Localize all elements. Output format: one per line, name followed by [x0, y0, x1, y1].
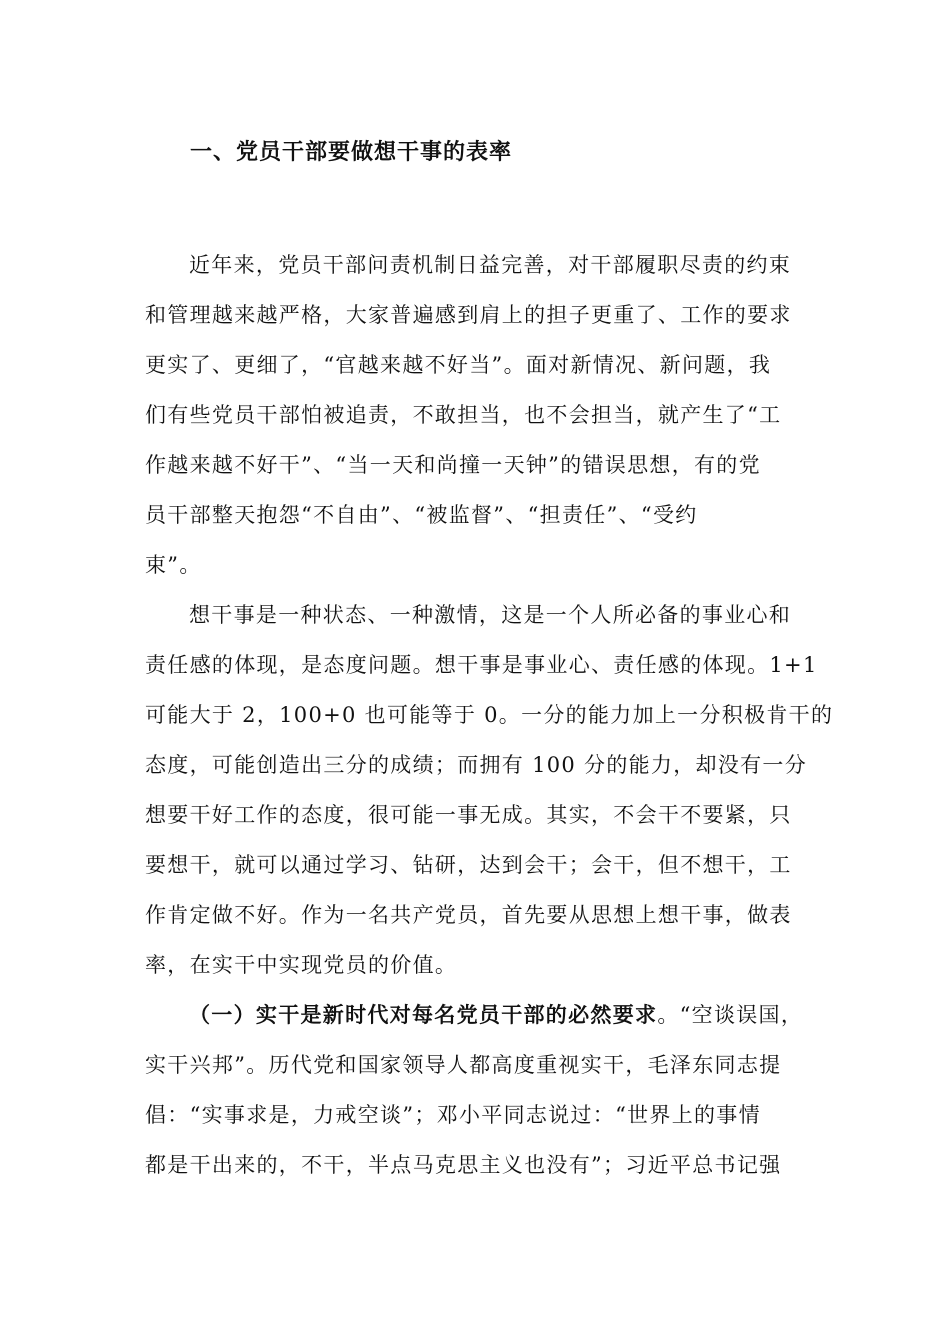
paragraph-3-line: 倡：“实事求是，力戒空谈”；邓小平同志说过：“世界上的事情	[145, 1103, 761, 1127]
paragraph-2-line: 可能大于 2，100+0 也可能等于 0。一分的能力加上一分积极肯干的	[145, 703, 834, 727]
section-heading: 一、党员干部要做想干事的表率	[190, 139, 513, 165]
paragraph-2-line: 率，在实干中实现党员的价值。	[145, 953, 458, 977]
paragraph-1-line: 员干部整天抱怨“不自由”、“被监督”、“担责任”、“受约	[145, 503, 698, 527]
paragraph-1-line: 更实了、更细了，“官越来越不好当”。面对新情况、新问题，我	[145, 353, 772, 377]
paragraph-2-line: 想要干好工作的态度，很可能一事无成。其实，不会干不要紧，只	[145, 803, 792, 827]
paragraph-1-line: 近年来，党员干部问责机制日益完善，对干部履职尽责的约束	[189, 253, 792, 277]
paragraph-1-line: 们有些党员干部怕被追责，不敢担当，也不会担当，就产生了“工	[145, 403, 782, 427]
paragraph-2-line: 责任感的体现，是态度问题。想干事是事业心、责任感的体现。1+1	[145, 653, 818, 677]
paragraph-3-line: 实干兴邦”。历代党和国家领导人都高度重视实干，毛泽东同志提	[145, 1053, 782, 1077]
paragraph-3-first-line-text: 。“空谈误国，	[657, 1003, 804, 1027]
paragraph-1-line: 束”。	[145, 553, 202, 577]
paragraph-3-line: 都是干出来的，不干，半点马克思主义也没有”；习近平总书记强	[145, 1153, 782, 1177]
paragraph-2-line: 想干事是一种状态、一种激情，这是一个人所必备的事业心和	[189, 603, 792, 627]
document-body	[145, 240, 834, 1190]
paragraph-1-line: 和管理越来越严格，大家普遍感到肩上的担子更重了、工作的要求	[145, 303, 792, 327]
paragraph-3-first-line	[145, 990, 815, 1040]
paragraph-2-line: 作肯定做不好。作为一名共产党员，首先要从思想上想干事，做表	[145, 903, 792, 927]
paragraph-1-line: 作越来越不好干”、“当一天和尚撞一天钟”的错误思想，有的党	[145, 453, 761, 477]
paragraph-2-line: 要想干，就可以通过学习、钻研，达到会干；会干，但不想干，工	[145, 853, 792, 877]
subsection-title: （一）实干是新时代对每名党员干部的必然要求	[189, 1002, 658, 1027]
paragraph-2-line: 态度，可能创造出三分的成绩；而拥有 100 分的能力，却没有一分	[145, 753, 808, 777]
